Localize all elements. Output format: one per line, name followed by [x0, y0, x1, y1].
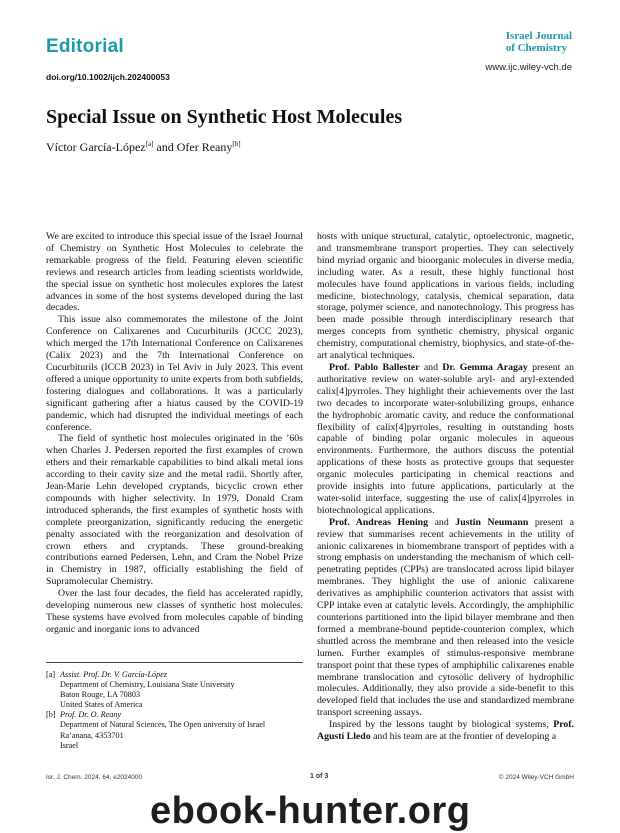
author-aragay: Dr. Gemma Aragay — [442, 361, 528, 373]
footnote-name: Assist. Prof. Dr. V. García-López — [60, 670, 168, 679]
journal-name-line2: of Chemistry — [505, 42, 568, 54]
footnote-line: Israel — [60, 740, 79, 750]
doi-link[interactable]: doi.org/10.1002/ijch.202400053 — [46, 72, 170, 82]
paragraph-lledo — [317, 719, 574, 743]
footnote-line: United States of America — [60, 700, 143, 710]
footer-page-number: 1 of 3 — [310, 773, 329, 780]
conjunction: and — [434, 516, 449, 528]
footnote-divider — [46, 662, 303, 663]
paragraph-lledo-text: Inspired by the lessons taught by biological systems, — [329, 719, 549, 731]
body-left-column — [46, 231, 303, 636]
body-right-column — [317, 231, 574, 743]
footnote-tag: [b] — [46, 710, 56, 720]
paragraph-progress: Over the last four decades, the field has accelerated rapidly, developing numerous new classes of synthetic host molecules. These systems have evolved from molecules capable of binding organic and inorganic ions to advanced — [46, 588, 303, 635]
author-2-affiliation: [b] — [232, 140, 241, 148]
paragraph-conference: This issue also commemorates the milestone of the Joint Conference on Calixarenes and Cucurbiturils (JCCC 2023), which merged the 17th International Conference on Calixarenes (Calix 2023) and the 7th International Conference on Cucurbiturils (ICCB 2023) in Tel Aviv in July 2023. This event offered a unique opportunity to unite experts from both subfields, fostering dialogues and collaborations. It was a particularly significant gathering after a hiatus caused by the COVID-19 pandemic, which had disrupted the individual meetings of each conference. — [46, 314, 303, 433]
footnote-line: Baton Rouge, LA 70803 — [60, 690, 141, 700]
footer-citation: Isr. J. Chem. 2024, 64, e2024000 — [46, 774, 143, 781]
footnote-line: Ra’anana, 4353701 — [60, 730, 124, 740]
author-1-affiliation: [a] — [145, 140, 154, 148]
journal-name-line1: Israel Journal — [505, 30, 572, 42]
author-lledo: Prof. Agustí Lledo — [317, 719, 574, 743]
footnote-name: Prof. Dr. O. Reany — [60, 710, 122, 720]
paragraph-hening-text: present a review that summarises recent achievements in the utility of anionic calixarenes in biomembrane transport of peptides with a strong emphasis on understanding the mechanism of which cell-penetrating peptides (CPPs) are translocated across lipid bilayer membranes. They highlight the use of anionic calixarene derivatives as amphiphilic counterion activators that assist with CPP intake even at catalytic levels. Accordingly, the amphiphilic counterions partitioned into the lipid bilayer membrane and then formed a membrane-bound peptide-counterion complex, which shuttled across the membrane and then released into the vesicle lumen. Further examples of stimulus-responsive membrane transport point that these types of amphiphilic calixarenes enable membrane translocation and cytosolic delivery of hydrophilic molecules. Additionally, they also provide a side-benefit to this developed field that includes the use and standardized membrane transport screening assays. — [317, 516, 575, 719]
author-hening: Prof. Andreas Hening — [329, 516, 429, 528]
paragraph-ballester-text: present an authoritative review on water-soluble aryl- and aryl-extended calix[4]pyrroles. They highlight their achievements over the last two decades to incorporate water-solubilizing groups, enhance the hydrophobic aromatic cavity, and reduce the conformational flexibility of calix[4]pyrroles, resulting in outstanding hosts capable of binding polar organic molecules in aqueous environments. Furthermore, the authors discuss the potential applications of these hosts as protective groups that sequester organic molecules participating in chemical reactions and provide insights into future applications, particularly at the water-solid interface, suggesting the use of calix[4]pyrroles in biotechnological applications. — [317, 361, 575, 516]
journal-url[interactable]: www.ijc.wiley-vch.de — [485, 62, 572, 73]
paragraph-lledo-tail: and his team are at the frontier of developing a — [373, 731, 557, 743]
paragraph-continuation: hosts with unique structural, catalytic, optoelectronic, magnetic, and transmembrane transport properties. They can selectively bind myriad organic and bioorganic molecules in diverse media, including water. As a result, these highly functional host molecules have found applications in various fields, including medicine, biotechnology, catalysis, chemical separation, data storage, polymer science, and nanotechnology. This progress has been made possible through interdisciplinary research that merges concepts from synthetic chemistry, physical organic chemistry, computational chemistry, biophysics, and state-of-the-art analytical techniques. — [317, 231, 574, 362]
footnote-b — [46, 710, 303, 750]
watermark: ebook-hunter.org — [150, 790, 471, 832]
author-1: Víctor García-López — [46, 140, 146, 154]
author-2: Ofer Reany — [176, 140, 233, 154]
footnote-line: Department of Natural Sciences, The Open university of Israel — [60, 720, 266, 730]
footnote-line: Department of Chemistry, Louisiana State University — [60, 680, 235, 690]
author-neumann: Justin Neumann — [455, 516, 529, 528]
author-line — [46, 140, 241, 155]
paragraph-history: The field of synthetic host molecules originated in the ’60s when Charles J. Pedersen reported the first examples of crown ethers and their remarkable capabilities to bind alkali metal ions according to their cavity size and the metal radii. Shortly after, Jean-Marie Lehn developed cryptands, bicyclic crown ether compounds with higher selectivity. In 1979, Donald Cram introduced spherands, the first examples of synthetic hosts with complete preorganization, significantly reducing the energetic penalty associated with the reorganization and desolvation of crown ethers and cryptands. These ground-breaking contributions earned Pedersen, Lehn, and Cram the Nobel Prize in Chemistry in 1987, officially establishing the field of Supramolecular Chemistry. — [46, 433, 303, 588]
journal-logo — [506, 30, 572, 54]
paragraph-ballester — [317, 362, 574, 517]
footnote-a — [46, 670, 303, 710]
footnote-body — [60, 670, 303, 710]
author-conjunction: and — [156, 140, 174, 154]
section-label: Editorial — [46, 36, 124, 57]
footer-copyright: © 2024 Wiley-VCH GmbH — [498, 774, 574, 781]
footnote-body — [60, 710, 303, 750]
footnotes — [46, 670, 303, 751]
conjunction: and — [423, 361, 438, 373]
paragraph-intro: We are excited to introduce this special issue of the Israel Journal of Chemistry on Synthetic Host Molecules to celebrate the remarkable progress of the field. Featuring eleven scientific reviews and research articles from leading scientists worldwide, the special issue on synthetic host molecules explores the latest advances in some of the host systems developed during the last decades. — [46, 231, 303, 314]
paragraph-hening — [317, 517, 574, 719]
footnote-tag: [a] — [46, 670, 56, 679]
article-title: Special Issue on Synthetic Host Molecules — [46, 106, 403, 128]
author-ballester: Prof. Pablo Ballester — [329, 361, 420, 373]
